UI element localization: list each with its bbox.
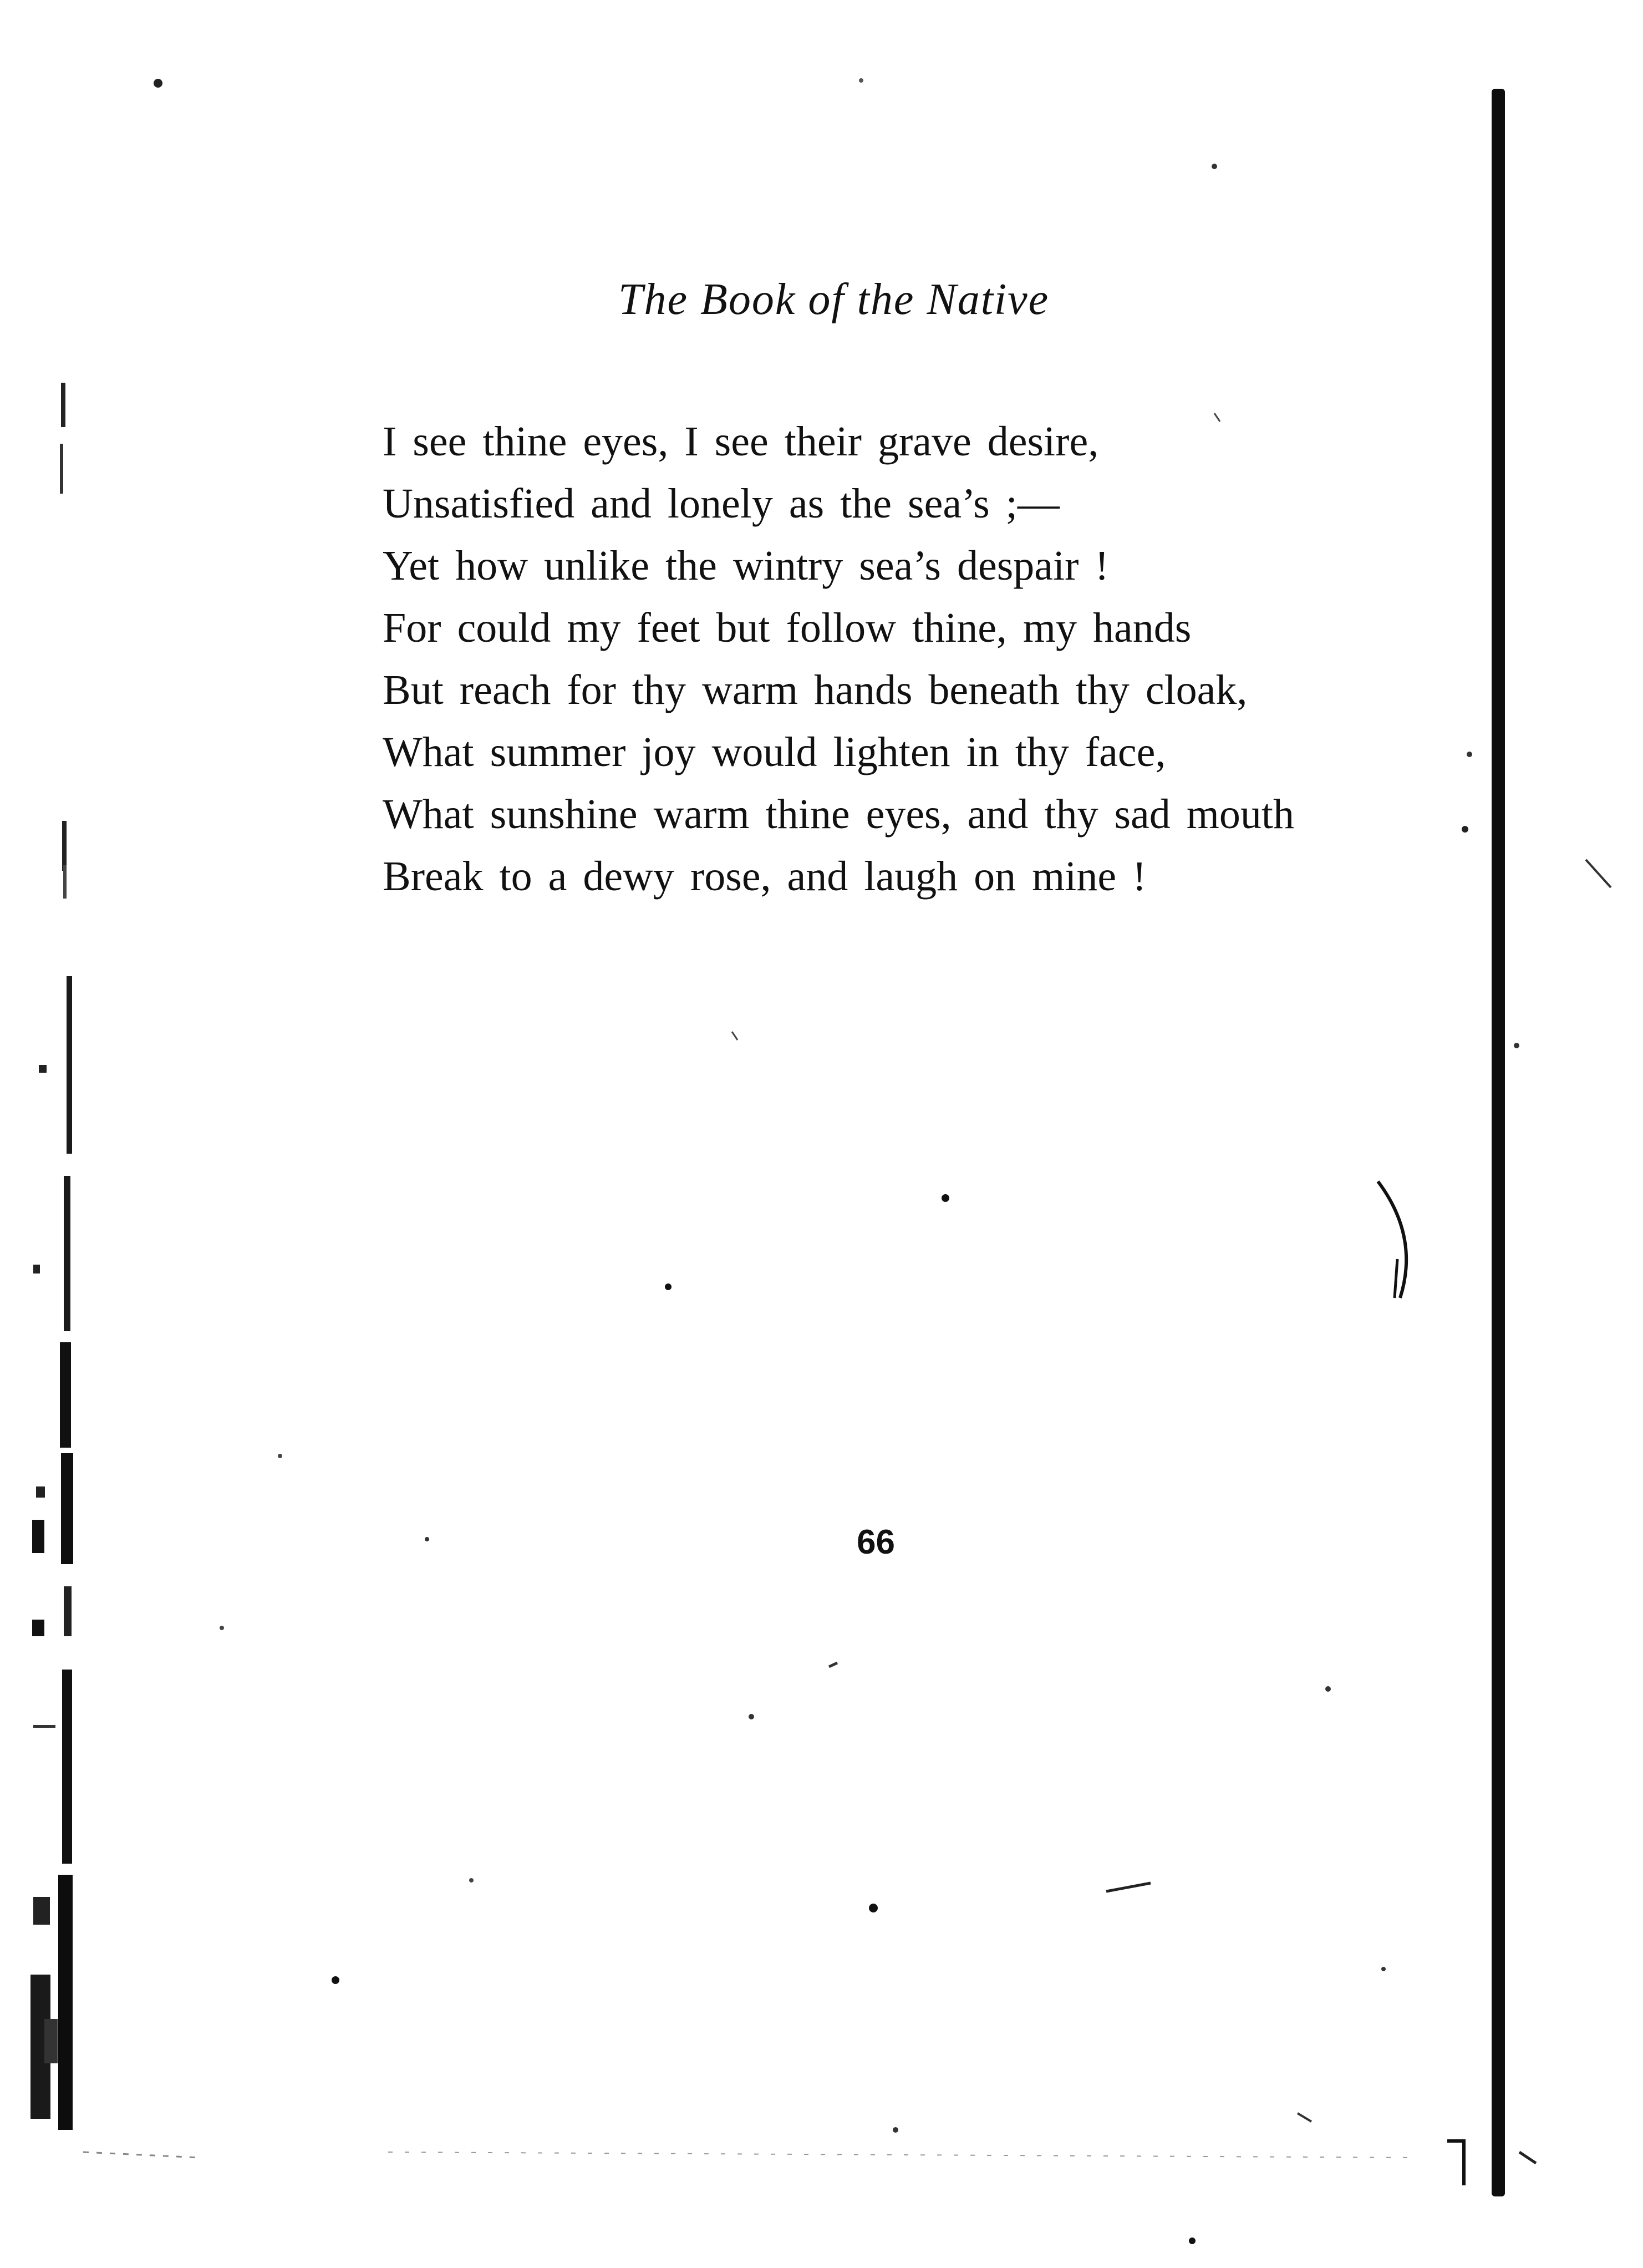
poem-line: What sunshine warm thine eyes, and thy sad mouth <box>383 791 1295 838</box>
page-number: 66 <box>857 1523 895 1561</box>
poem-line: What summer joy would lighten in thy face, <box>383 729 1166 775</box>
poem-line: But reach for thy warm hands beneath thy cloak, <box>383 667 1248 713</box>
poem-line: Yet how unlike the wintry sea’s despair ! <box>383 542 1109 589</box>
poem-stanza <box>383 410 1436 907</box>
running-head: The Book of the Native <box>618 275 1050 324</box>
poem-line: Unsatisfied and lonely as the sea’s ;— <box>383 480 1060 527</box>
scan-edge-right <box>1492 89 1505 2196</box>
poem-line: I see thine eyes, I see their grave desire, <box>383 418 1099 465</box>
scan-gutter-left <box>0 0 111 2268</box>
poem-line: Break to a dewy rose, and laugh on mine ! <box>383 853 1147 900</box>
poem-line: For could my feet but follow thine, my hands <box>383 605 1192 651</box>
